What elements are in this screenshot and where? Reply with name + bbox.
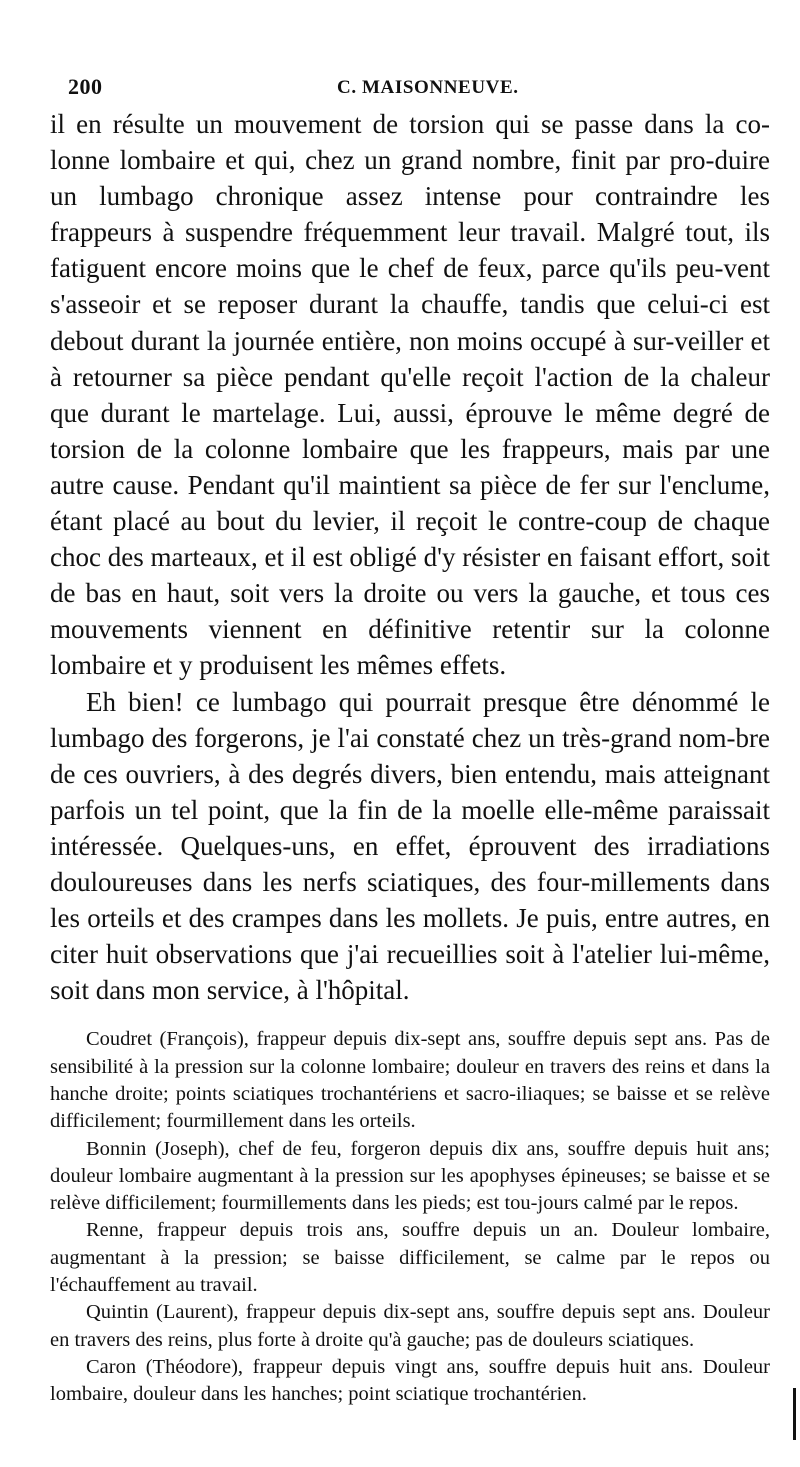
observation-bonnin: Bonnin (Joseph), chef de feu, forgeron depuis dix ans, souffre depuis huit ans; douleur lombaire augmentant à la pression sur les apophyses épineuses; se baisse et se relève difficilement; fourmillements dans les pieds; est tou-jours calmé par le repos. xyxy=(50,1137,770,1215)
paragraph-torsion: il en résulte un mouvement de torsion qui se passe dans la co-lonne lombaire et qui, chez un grand nombre, finit par pro-duire un lumbago chronique assez intense pour contraindre les frappeurs à suspendre fréquemment leur travail. Malgré tout, ils fatiguent encore moins que le chef de feux, parce qu'ils peu-vent s'asseoir et se reposer durant la chauffe, tandis que celui-ci est debout durant la journée entière, non moins occupé à sur-veiller et à retourner sa pièce pendant qu'elle reçoit l'action de la chaleur que durant le martelage. Lui, aussi, éprouve le même degré de torsion de la colonne lombaire que les frappeurs, mais par une autre cause. Pendant qu'il maintient sa pièce de fer sur l'enclume, étant placé au bout du levier, il reçoit le contre-coup de chaque choc des marteaux, et il est obligé d'y résister en faisant effort, soit de bas en haut, soit vers la droite ou vers la gauche, et tous ces mouvements viennent en définitive retentir sur la colonne lombaire et y produisent les mêmes effets. xyxy=(50,109,770,681)
observation-caron: Caron (Théodore), frappeur depuis vingt ans, souffre depuis huit ans. Douleur lombaire, douleur dans les hanches; point sciatique trochantérien. xyxy=(50,1355,770,1406)
page-number: 200 xyxy=(68,74,103,99)
observations-list xyxy=(50,1026,770,1408)
observation-quintin: Quintin (Laurent), frappeur depuis dix-sept ans, souffre depuis sept ans. Douleur en travers des reins, plus forte à droite qu'à gauche; pas de douleurs sciatiques. xyxy=(50,1301,770,1351)
observation-coudret: Coudret (François), frappeur depuis dix-sept ans, souffre depuis sept ans. Pas de sensibilité à la pression sur la colonne lombaire; douleur en travers des reins et dans la hanche droite; points sciatiques trochantériens et sacro-iliaques; se baisse et se relève difficilement; fourmillement dans les orteils. xyxy=(50,1028,770,1133)
observation-renne: Renne, frappeur depuis trois ans, souffre depuis un an. Douleur lombaire, augmentant à la pression; se baisse difficilement, se calme par le repos ou l'échauffement au travail. xyxy=(50,1219,770,1297)
page-edge-mark xyxy=(793,1388,796,1440)
running-head: C. MAISONNEUVE. xyxy=(337,77,519,98)
book-page xyxy=(50,72,770,1409)
paragraph-lumbago: Eh bien! ce lumbago qui pourrait presque être dénommé le lumbago des forgerons, je l'ai constaté chez un très-grand nom-bre de ces ouvriers, à des degrés divers, bien entendu, mais atteignant parfois un tel point, que la fin de la moelle elle-même paraissait intéressée. Quelques-uns, en effet, éprouvent des irradiations douloureuses dans les nerfs sciatiques, des four-millements dans les orteils et des crampes dans les mollets. Je puis, entre autres, en citer huit observations que j'ai recueillies soit à l'atelier lui-même, soit dans mon service, à l'hôpital. xyxy=(50,686,770,1006)
page-header xyxy=(50,72,770,106)
